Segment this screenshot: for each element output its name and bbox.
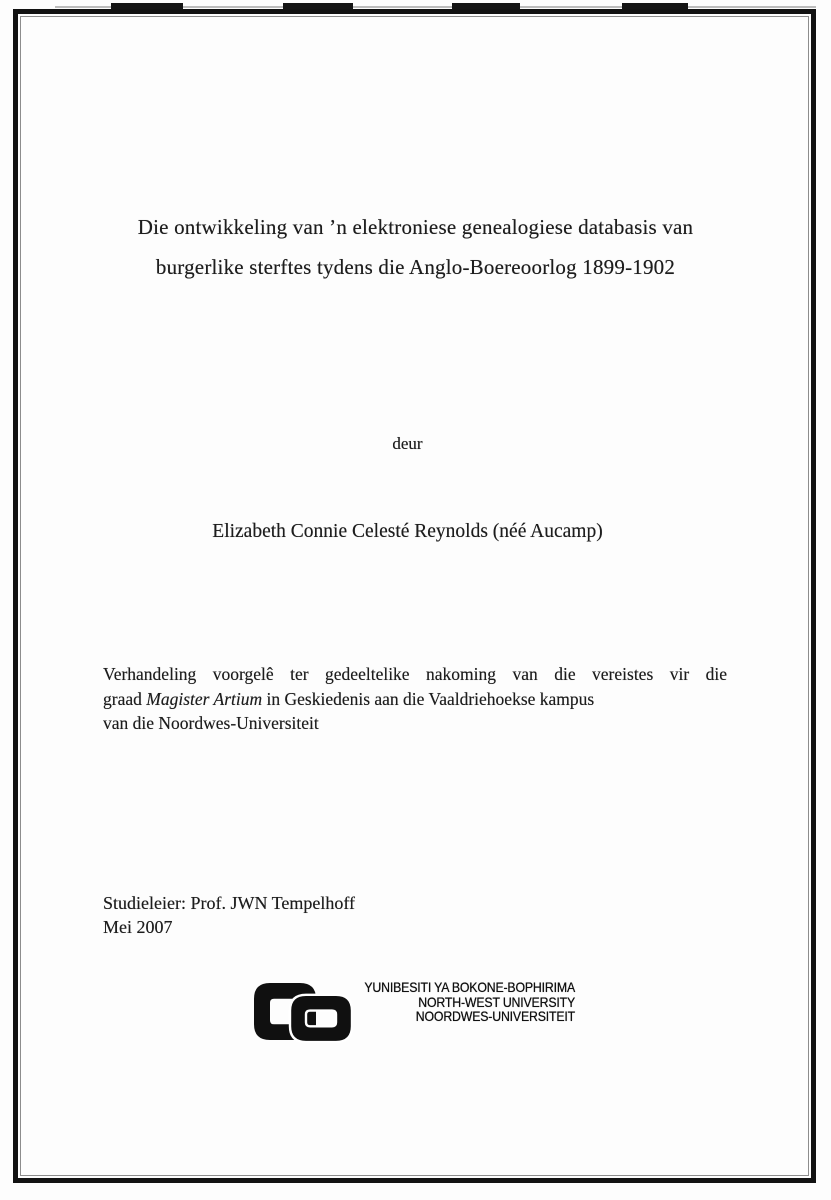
statement-line1: Verhandeling voorgelê ter gedeeltelike nakoming van die vereistes vir die: [103, 664, 727, 684]
logo-text-line-setswana: YUNIBESITI YA BOKONE-BOPHIRIMA: [364, 979, 575, 995]
university-logo: [253, 975, 583, 1055]
thesis-title-line1: Die ontwikkeling van ’n elektroniese genealogiese databasis van: [137, 215, 694, 239]
statement-line2-pre: graad: [103, 688, 147, 709]
supervisor-line: Studieleier: Prof. JWN Tempelhoff: [103, 893, 356, 913]
byline-label: deur: [392, 434, 423, 453]
statement-line2: [103, 687, 727, 712]
logo-text-line-afrikaans: NOORDWES-UNIVERSITEIT: [415, 1008, 575, 1025]
submission-statement: [103, 662, 727, 736]
degree-name: Magister Artium: [146, 688, 263, 709]
statement-line3: van die Noordwes-Universiteit: [103, 713, 319, 733]
thesis-title-line2: burgerlike sterftes tydens die Anglo-Boereoorlog 1899-1902: [155, 255, 676, 279]
statement-line2-post: in Geskiedenis aan die Vaaldriehoekse kampus: [262, 688, 595, 709]
supervisor-block: [103, 891, 355, 939]
logo-text-line-english: NORTH-WEST UNIVERSITY: [418, 993, 575, 1010]
thesis-title: [45, 207, 786, 287]
university-logo-text: [336, 980, 575, 1024]
date-line: Mei 2007: [103, 917, 173, 937]
author-name: Elizabeth Connie Celesté Reynolds (néé Aucamp): [212, 521, 603, 542]
